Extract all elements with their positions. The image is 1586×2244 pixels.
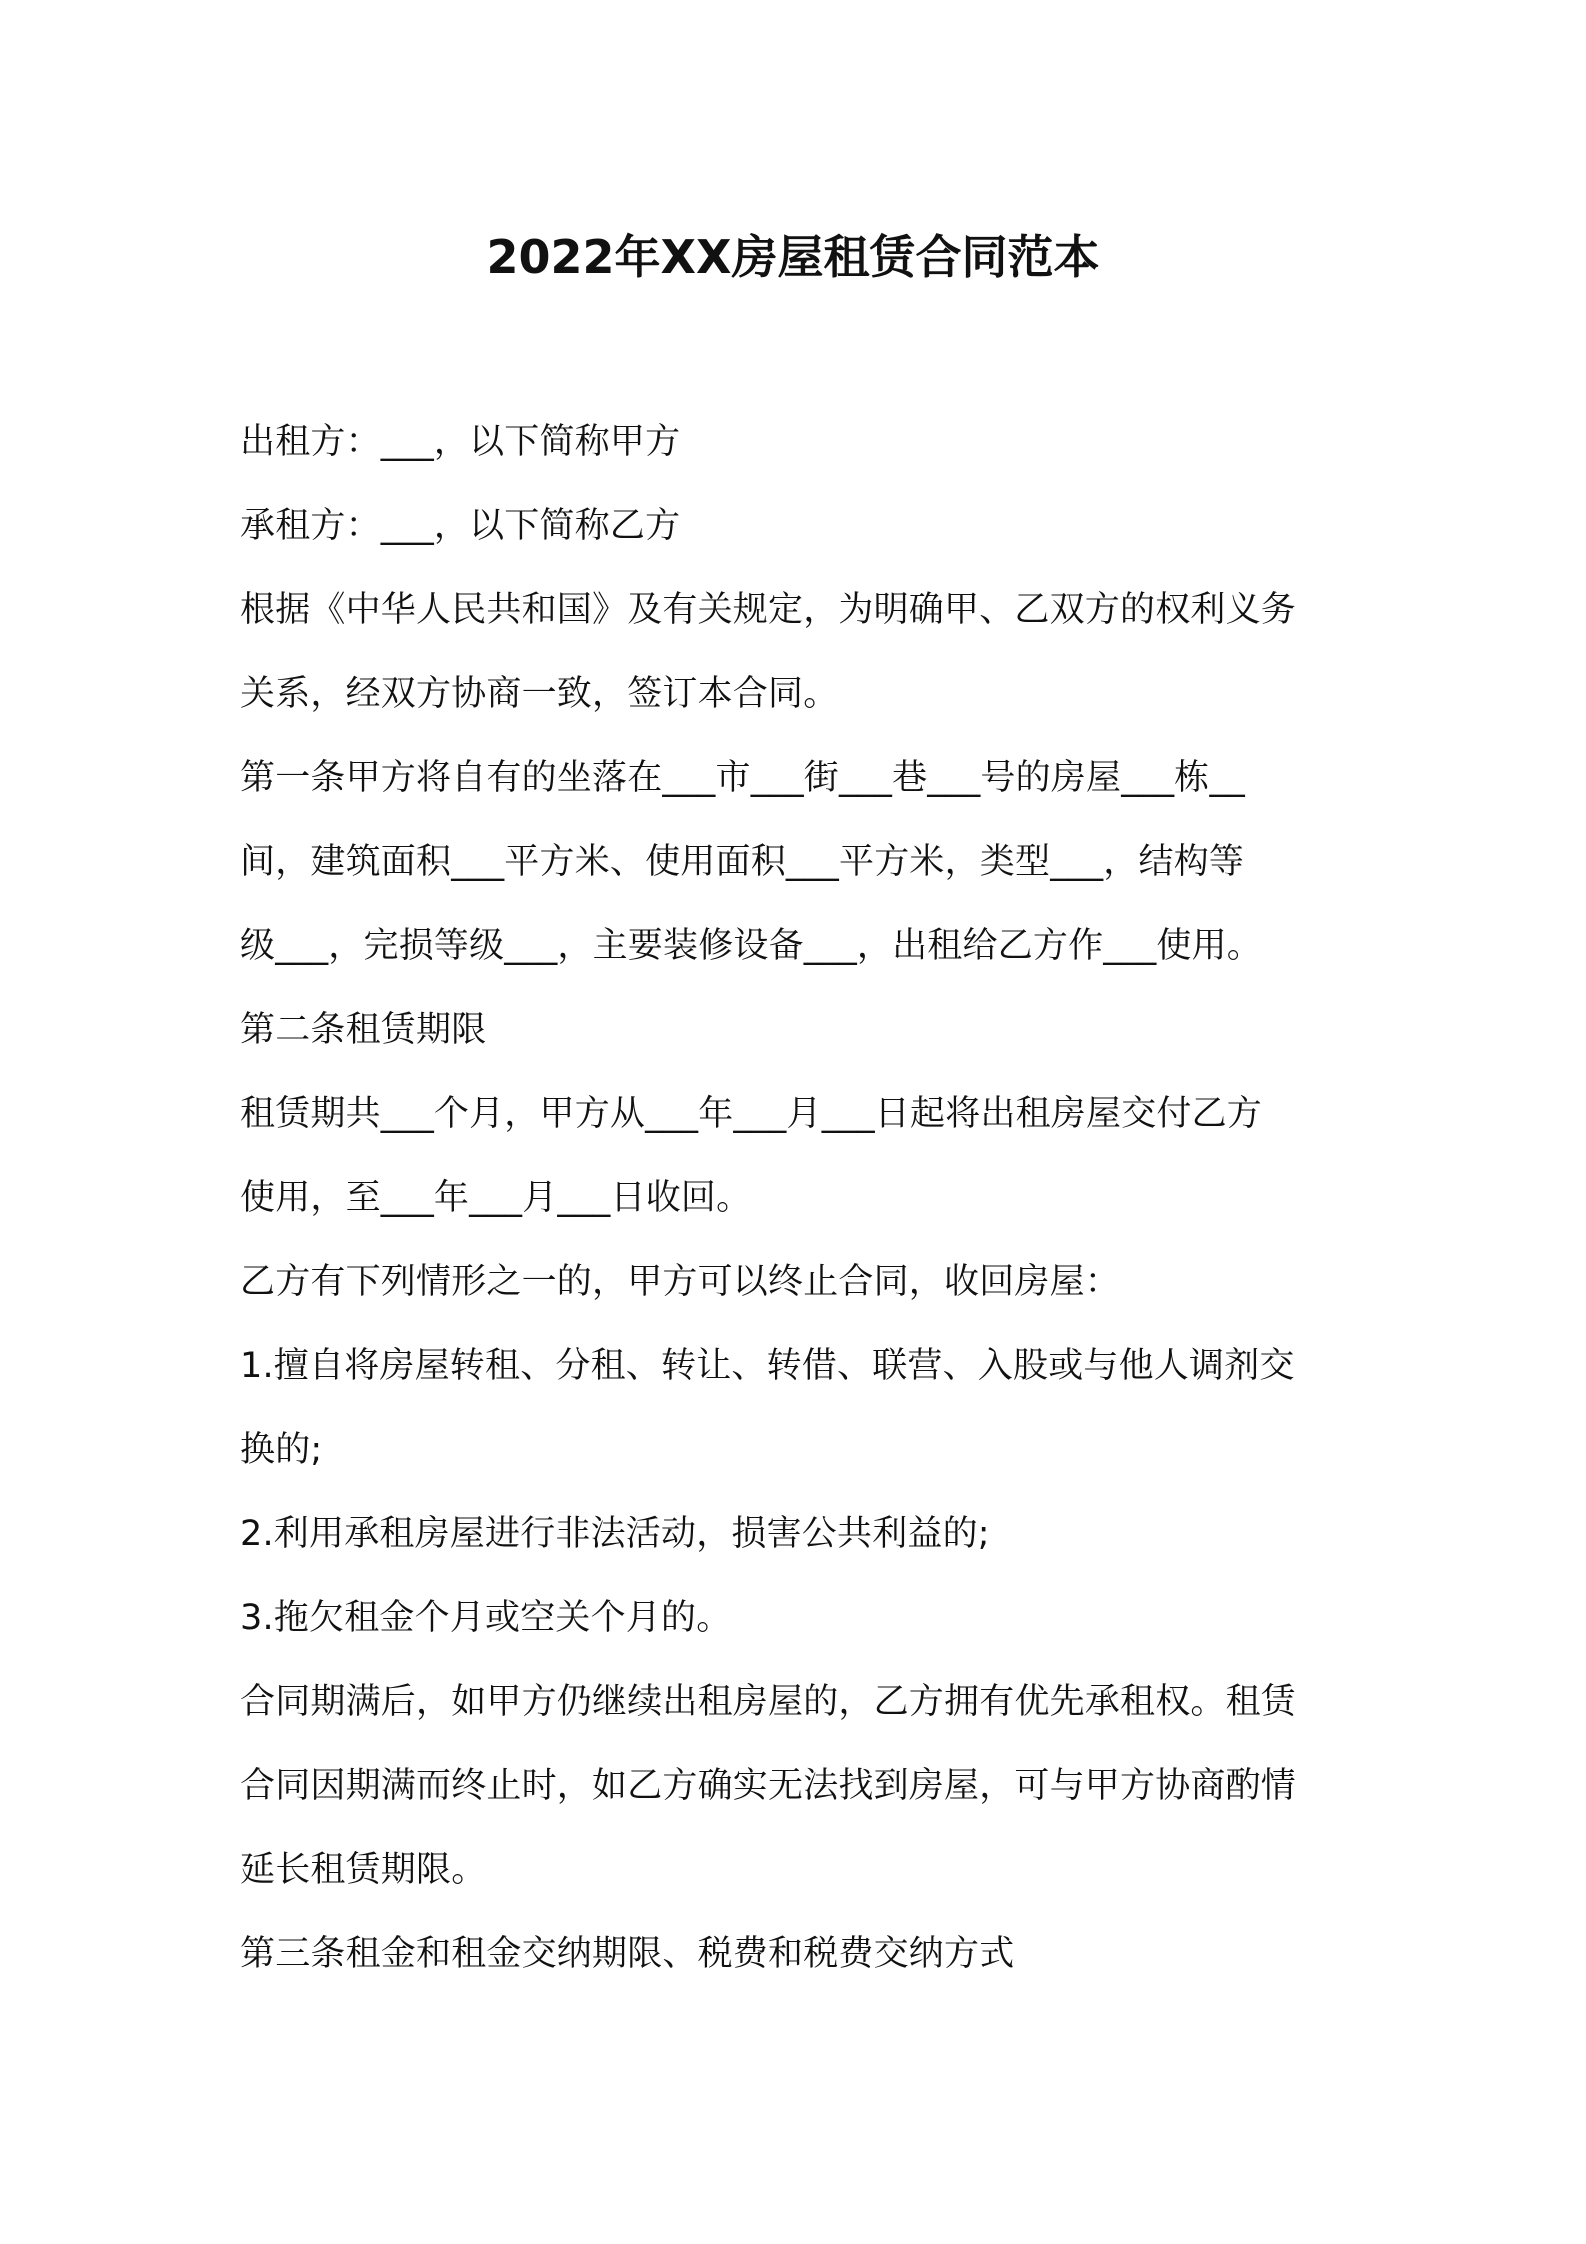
termination-item-1: 1.擅自将房屋转租、分租、转让、转借、联营、入股或与他人调剂交: [240, 1346, 1295, 1386]
termination-item-1: 换的;: [240, 1430, 323, 1470]
article-3-heading: 第三条租金和租金交纳期限、税费和税费交纳方式: [240, 1934, 1015, 1974]
preamble-line: 根据《中华人民共和国》及有关规定，为明确甲、乙双方的权利义务: [240, 590, 1297, 630]
lease-term-line: 租赁期共___个月，甲方从___年___月___日起将出租房屋交付乙方: [240, 1094, 1263, 1134]
party-lessor-line: 出租方：___，以下简称甲方: [240, 422, 681, 462]
preamble-line: 关系，经双方协商一致，签订本合同。: [240, 674, 839, 714]
article-1-line: 间，建筑面积___平方米、使用面积___平方米，类型___，结构等: [240, 842, 1245, 882]
renewal-line: 合同因期满而终止时，如乙方确实无法找到房屋，可与甲方协商酌情: [240, 1766, 1297, 1806]
article-2-heading: 第二条租赁期限: [240, 1010, 487, 1050]
renewal-line: 延长租赁期限。: [240, 1850, 487, 1890]
termination-intro-line: 乙方有下列情形之一的，甲方可以终止合同，收回房屋：: [240, 1262, 1121, 1302]
article-1-line: 级___，完损等级___，主要装修设备___，出租给乙方作___使用。: [240, 926, 1263, 966]
termination-item-3: 3.拖欠租金个月或空关个月的。: [240, 1598, 732, 1638]
article-1-line: 第一条甲方将自有的坐落在___市___街___巷___号的房屋___栋__: [240, 758, 1245, 798]
document-body: [240, 400, 1358, 1996]
party-lessee-line: 承租方：___，以下简称乙方: [240, 506, 681, 546]
document-title: 2022年XX房屋租赁合同范本: [486, 230, 1100, 284]
lease-term-line: 使用，至___年___月___日收回。: [240, 1178, 752, 1218]
renewal-line: 合同期满后，如甲方仍继续出租房屋的，乙方拥有优先承租权。租赁: [240, 1682, 1297, 1722]
termination-item-2: 2.利用承租房屋进行非法活动，损害公共利益的;: [240, 1514, 990, 1554]
